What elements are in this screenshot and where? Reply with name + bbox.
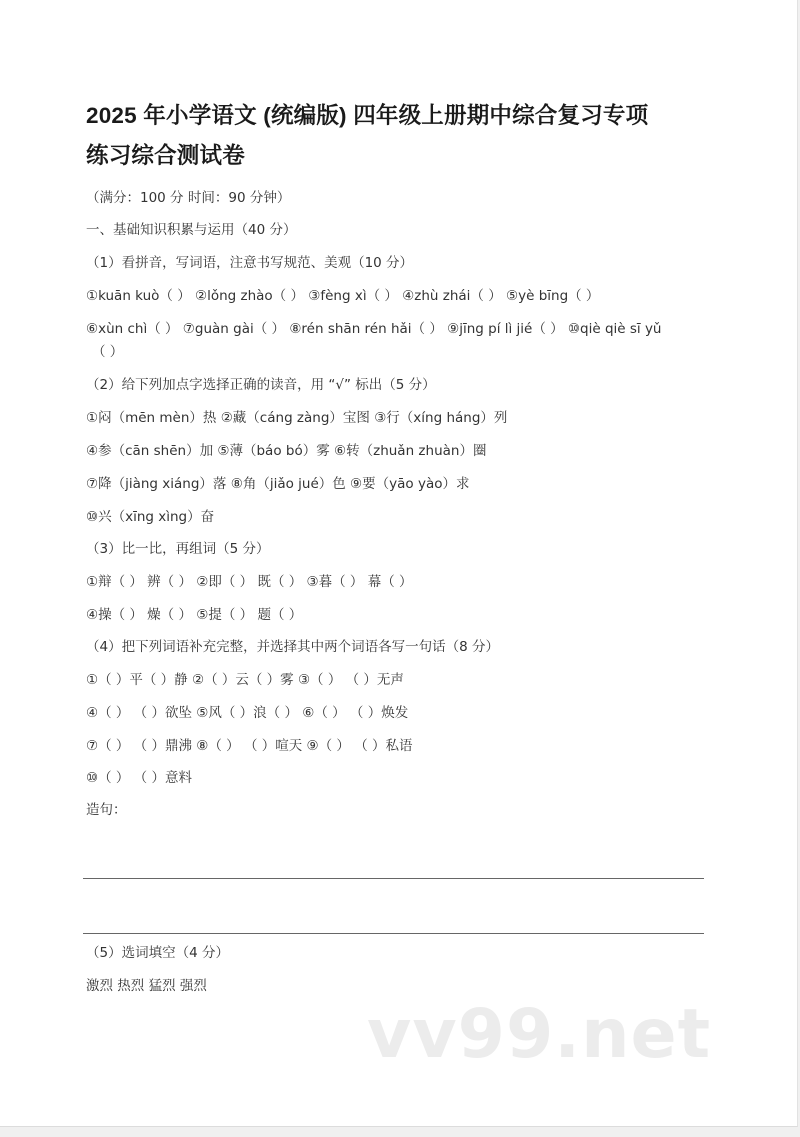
question-2-prompt: （2）给下列加点字选择正确的读音，用 “√” 标出（5 分）: [86, 377, 436, 393]
question-2-row: ⑦降（jiàng xiáng）落 ⑧角（jiǎo jué）色 ⑨要（yāo yào）求: [86, 476, 470, 492]
question-4-row: ①（ ）平（ ）静 ②（ ）云（ ）雾 ③（ ） （ ）无声: [86, 672, 404, 688]
question-5-words: 激烈 热烈 猛烈 强烈: [86, 978, 207, 994]
question-3-row: ④操（ ） 燥（ ） ⑤提（ ） 题（ ）: [86, 607, 303, 623]
question-2-row: ⑩兴（xīng xìng）奋: [86, 509, 215, 525]
answer-line: [83, 933, 704, 934]
question-4-prompt: （4）把下列词语补充完整，并选择其中两个词语各写一句话（8 分）: [86, 639, 499, 655]
question-1-row: ①kuān kuò（ ） ②lǒng zhào（ ） ③fèng xì（ ） ④zhù zhái（ ） ⑤yè bīng（ ）: [86, 288, 600, 304]
question-1-prompt: （1）看拼音，写词语，注意书写规范、美观（10 分）: [86, 255, 414, 271]
question-2-row: ④参（cān shēn）加 ⑤薄（báo bó）雾 ⑥转（zhuǎn zhuàn）圈: [86, 443, 487, 459]
exam-meta: （满分：100 分 时间：90 分钟）: [86, 190, 291, 206]
question-4-row: ⑦（ ） （ ）鼎沸 ⑧（ ） （ ）喧天 ⑨（ ） （ ）私语: [86, 738, 413, 754]
question-5-prompt: （5）选词填空（4 分）: [86, 945, 229, 961]
answer-line: [83, 878, 704, 879]
question-1-row-continued: （ ）: [92, 344, 124, 360]
watermark: vv99.net: [367, 995, 712, 1074]
question-4-row: ④（ ） （ ）欲坠 ⑤风（ ）浪（ ） ⑥（ ） （ ）焕发: [86, 705, 409, 721]
question-2-row: ①闷（mēn mèn）热 ②藏（cáng zàng）宝图 ③行（xíng háng）列: [86, 410, 508, 426]
title-line-2: 练习综合测试卷: [86, 143, 245, 168]
page-title: [86, 96, 726, 176]
section-heading: 一、基础知识积累与运用（40 分）: [86, 222, 297, 238]
question-1-row: ⑥xùn chì（ ） ⑦guàn gài（ ） ⑧rén shān rén hǎi（ ） ⑨jīng pí lì jié（ ） ⑩qiè qiè sī yǔ: [86, 321, 662, 337]
question-3-prompt: （3）比一比，再组词（5 分）: [86, 541, 270, 557]
title-line-1: 2025 年小学语文 (统编版) 四年级上册期中综合复习专项: [86, 103, 649, 128]
question-3-row: ①辩（ ） 辨（ ） ②即（ ） 既（ ） ③暮（ ） 幕（ ）: [86, 574, 413, 590]
sentence-label: 造句：: [86, 802, 127, 818]
question-4-row: ⑩（ ） （ ）意料: [86, 770, 192, 786]
